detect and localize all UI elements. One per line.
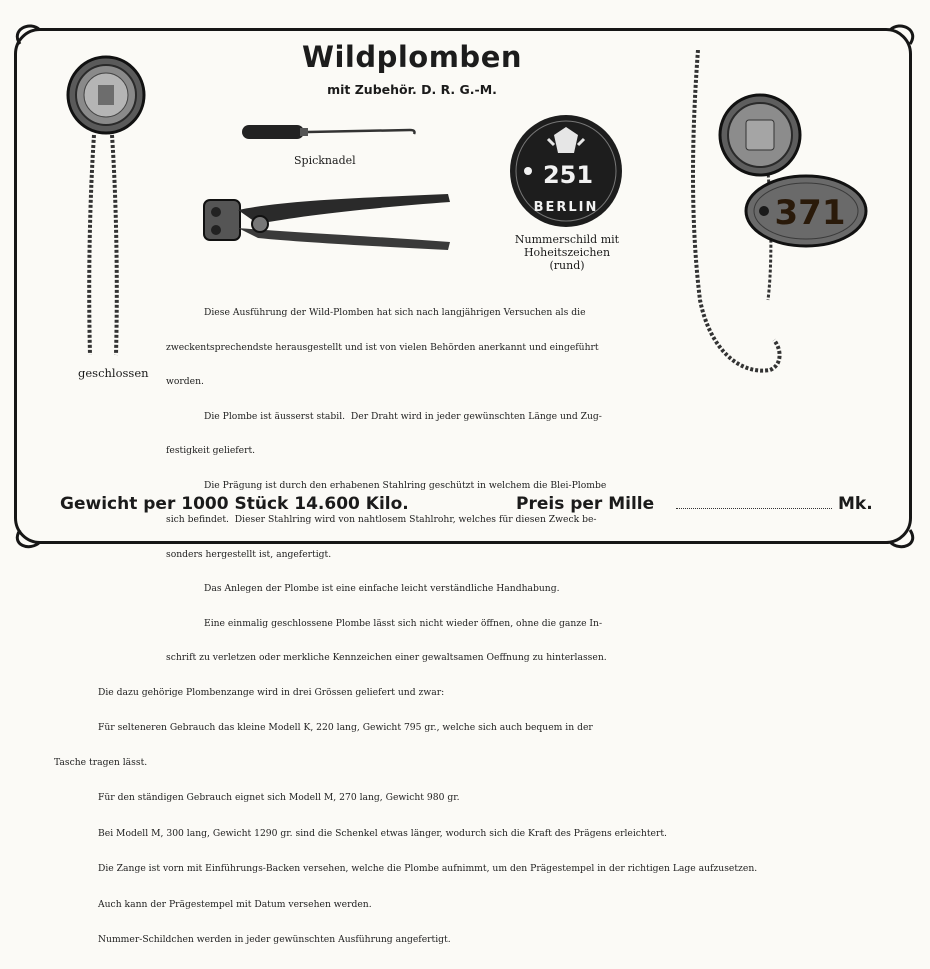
- body-line: schrift zu verletzen oder merkliche Kennzeichen einer gewaltsamen Oeffnung zu hinterlassen.: [166, 652, 607, 663]
- body-line: worden.: [166, 376, 204, 387]
- body-line: Die Prägung ist durch den erhabenen Stahlring geschützt in welchem die Blei-Plombe: [204, 479, 607, 491]
- round-badge-city: BERLIN: [533, 200, 599, 215]
- caption-nummerschild: Nummerschild mit Hoheitszeichen (rund): [514, 233, 620, 272]
- footer-weight: Gewicht per 1000 Stück 14.600 Kilo.: [60, 494, 409, 514]
- pliers-illustration: [198, 180, 460, 260]
- price-blank-line: [676, 508, 832, 509]
- body-line: Die dazu gehörige Plombenzange wird in drei Grössen geliefert und zwar:: [98, 686, 445, 698]
- body-line: festigkeit geliefert.: [166, 445, 256, 456]
- seal-with-oval-tag-illustration: [690, 50, 875, 380]
- footer-currency: Mk.: [838, 494, 873, 514]
- page-subtitle: mit Zubehör. D. R. G.-M.: [327, 82, 497, 97]
- spicknadel-illustration: [238, 118, 423, 148]
- body-line: sich befindet. Dieser Stahlring wird von nahtlosem Stahlrohr, welches für diesen Zweck be-: [166, 514, 597, 525]
- round-number-badge: [508, 113, 624, 229]
- body-line: Die Zange ist vorn mit Einführungs-Backen versehen, welche die Plombe aufnimmt, um den Prägestempel in der richtigen Lage aufzusetzen.: [98, 863, 758, 874]
- body-line: zweckentsprechendste herausgestellt und ist von vielen Behörden anerkannt und eingeführt: [166, 341, 599, 353]
- body-line: Diese Ausführung der Wild-Plomben hat sich nach langjährigen Versuchen als die: [204, 307, 586, 318]
- body-line: Die Plombe ist äusserst stabil. Der Draht wird in jeder gewünschten Länge und Zug-: [204, 410, 602, 422]
- page-title: Wildplomben: [301, 40, 523, 74]
- body-line: Nummer-Schildchen werden in jeder gewünschten Ausführung angefertigt.: [98, 934, 451, 945]
- oval-tag-number: 371: [774, 193, 846, 233]
- body-line: Für den ständigen Gebrauch eignet sich Modell M, 270 lang, Gewicht 980 gr.: [98, 792, 460, 803]
- body-line: Tasche tragen lässt.: [54, 756, 148, 768]
- body-line: Bei Modell M, 300 lang, Gewicht 1290 gr. sind die Schenkel etwas länger, wodurch sich die Kraft des Prägens erleichtert.: [98, 827, 667, 839]
- body-line: sonders hergestellt ist, angefertigt.: [166, 548, 332, 560]
- round-badge-number: 251: [542, 161, 594, 189]
- body-line: Auch kann der Prägestempel mit Datum versehen werden.: [98, 898, 372, 910]
- description-text: [54, 284, 758, 969]
- footer-price-label: Preis per Mille: [516, 494, 655, 514]
- caption-geschlossen: geschlossen: [78, 366, 149, 380]
- caption-spicknadel: Spicknadel: [294, 154, 356, 167]
- body-line: Für selteneren Gebrauch das kleine Modell K, 220 lang, Gewicht 795 gr., welche sich auch bequem in der: [98, 722, 593, 733]
- body-line: Eine einmalig geschlossene Plombe lässt sich nicht wieder öffnen, ohne die ganze In-: [204, 617, 603, 629]
- body-line: Das Anlegen der Plombe ist eine einfache leicht verständliche Handhabung.: [204, 583, 560, 594]
